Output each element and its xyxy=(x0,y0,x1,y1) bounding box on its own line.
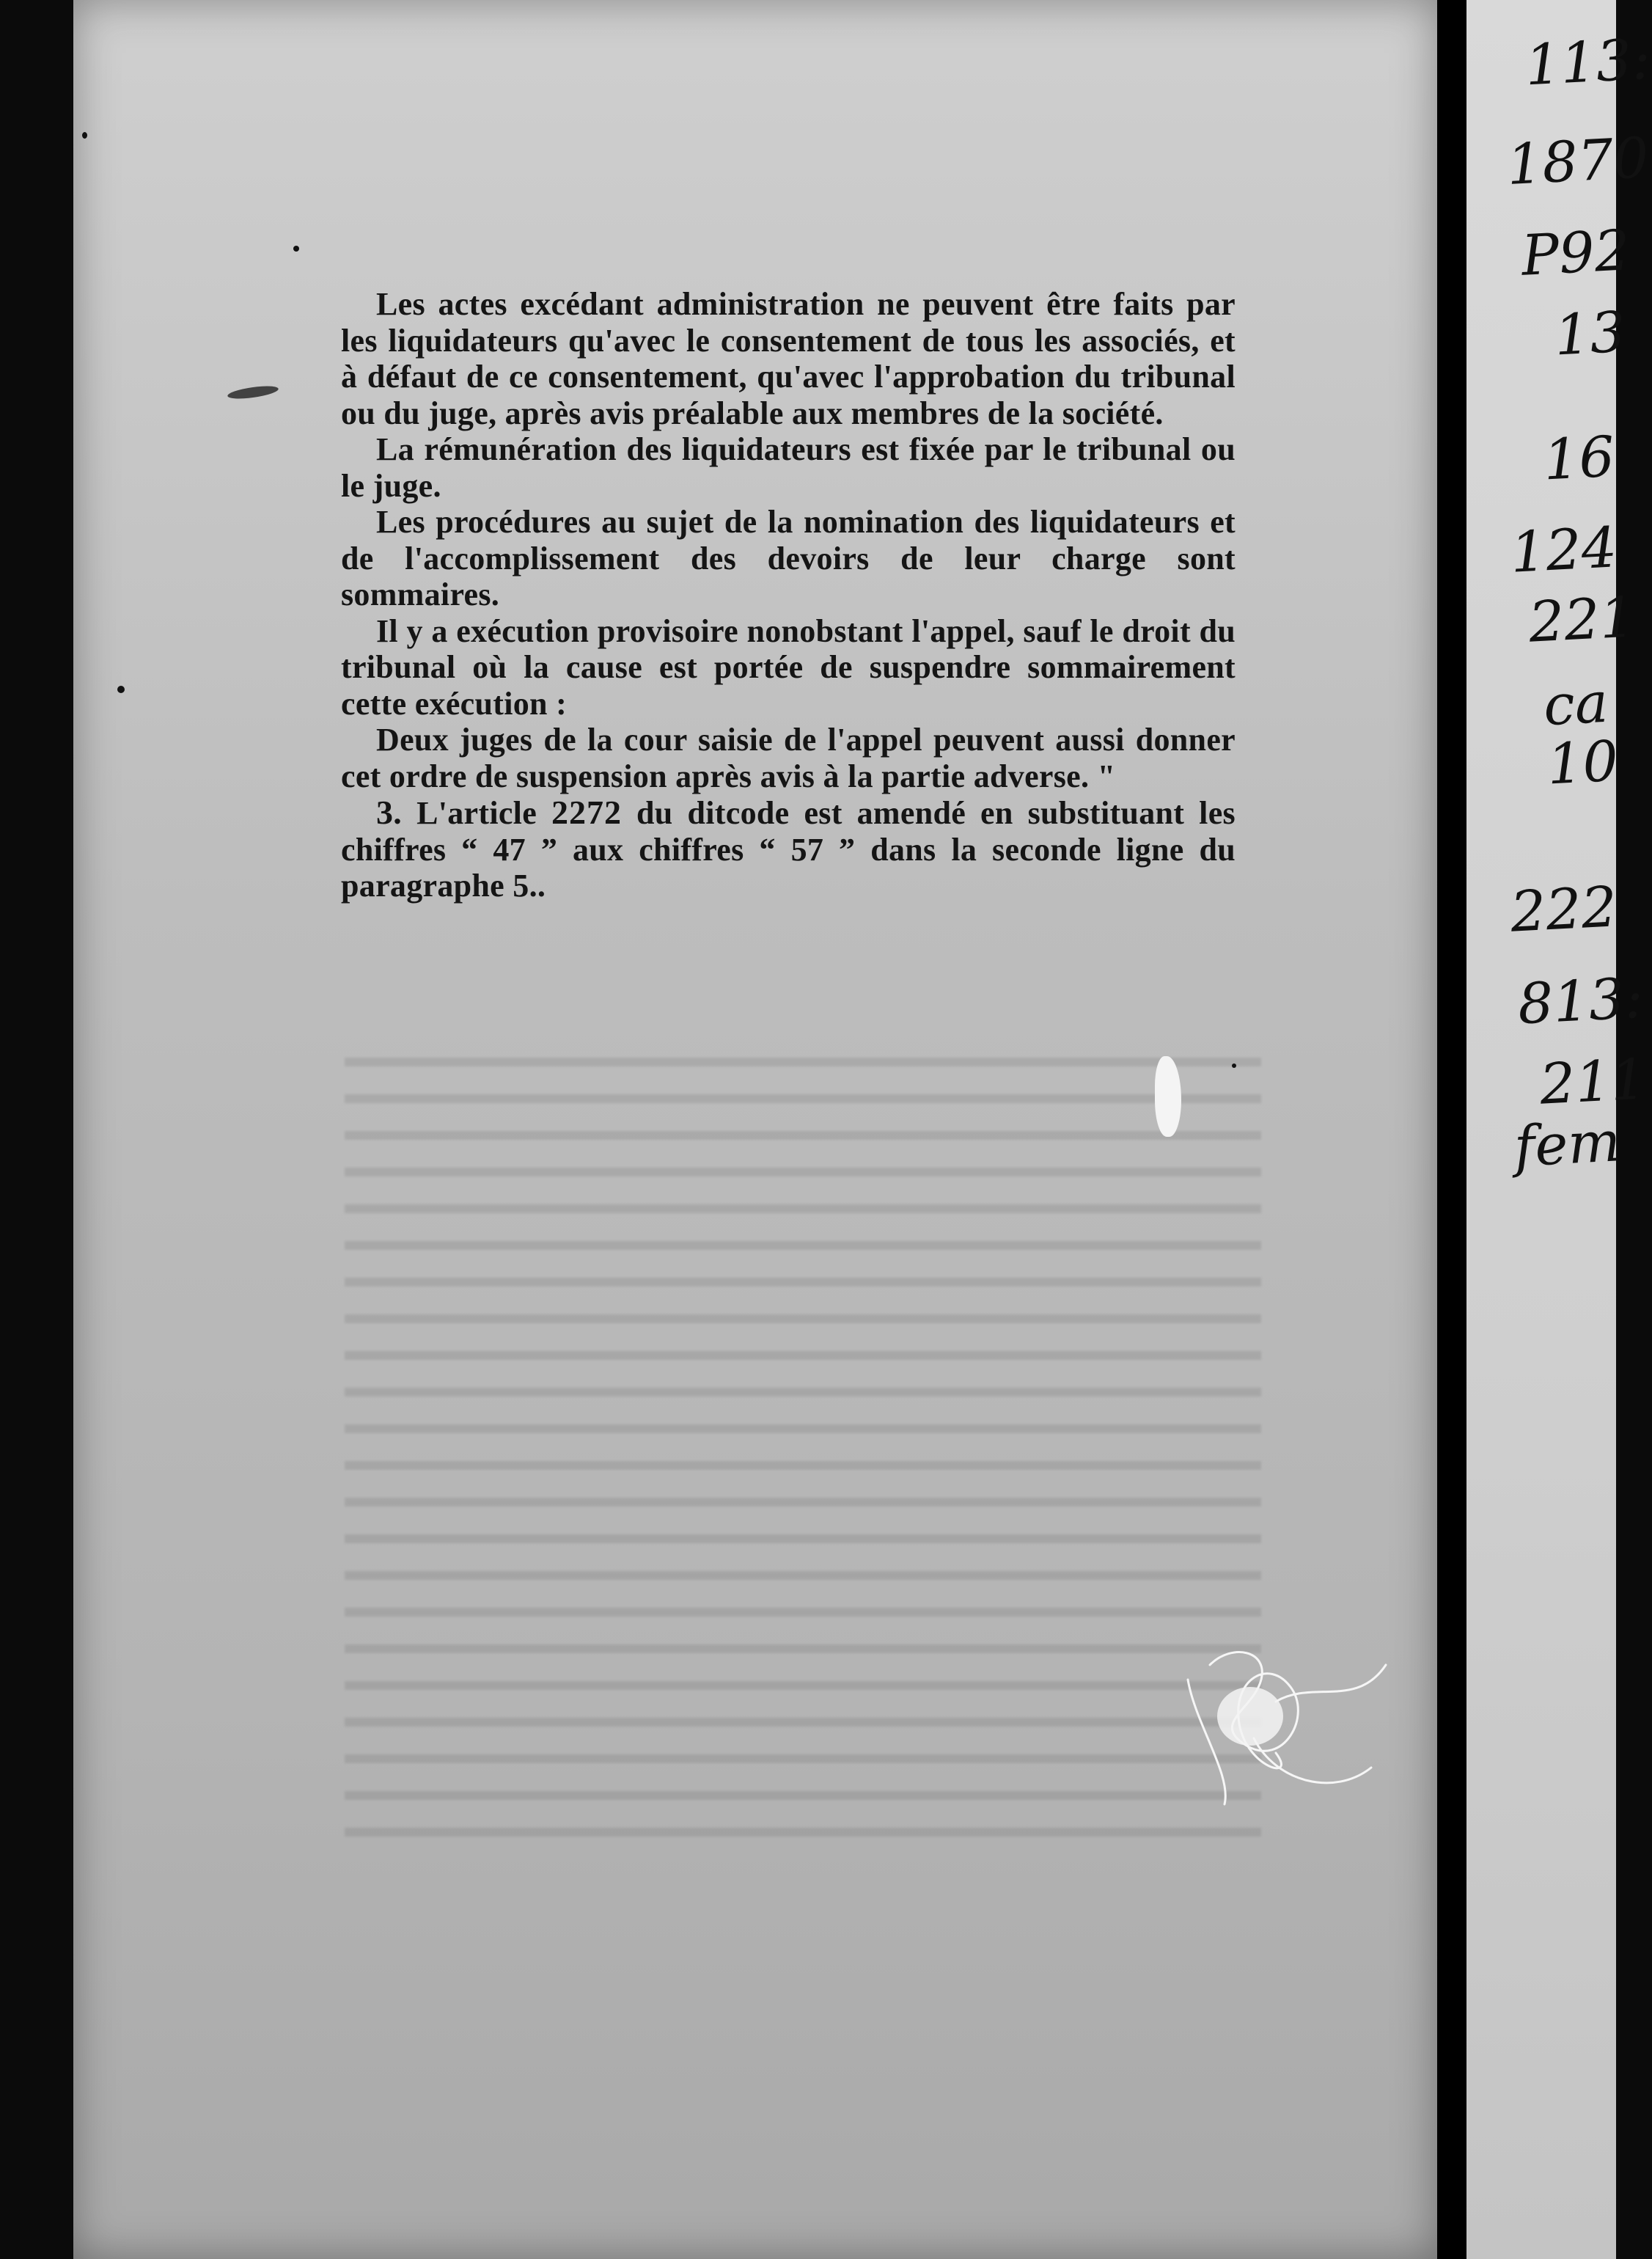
ink-speck xyxy=(82,132,87,139)
paragraph: Les procédures au sujet de la nomination des liquidateurs et de l'accomplissement des devoirs de leur charge sont sommaires. xyxy=(341,504,1236,612)
paragraph: La rémunération des liquidateurs est fixée par le tribunal ou le juge. xyxy=(341,431,1236,504)
article-reference: 2272 xyxy=(551,794,623,831)
article-number: 3. xyxy=(376,794,403,831)
margin-note: ca xyxy=(1541,669,1610,739)
margin-note: 16 xyxy=(1541,423,1616,493)
fibre-artifact xyxy=(1166,1636,1400,1812)
margin-note: 1870 xyxy=(1505,124,1651,198)
article-text-before: L'article xyxy=(416,795,537,831)
margin-note: fem xyxy=(1512,1108,1623,1179)
article-text-after: du ditcode est amendé en substituant les chiffres “ 47 ” aux chiffres “ 57 ” dans la seconde ligne du paragraphe 5.. xyxy=(341,795,1236,904)
paragraph: Il y a exécution provisoire nonobstant l'appel, sauf le droit du tribunal où la cause est portée de suspendre sommairement cette exécution : xyxy=(341,612,1236,722)
margin-note: 13 xyxy=(1552,299,1627,368)
margin-note: 113: xyxy=(1523,26,1652,98)
paragraph: Les actes excédant administration ne peuvent être faits par les liquidateurs qu'avec le consentement de tous les associés, et à défaut de ce consentement, qu'avec l'approbation du tribunal ou du juge, après avis préalable aux membres de la société. xyxy=(341,286,1236,431)
document-body xyxy=(341,286,1236,904)
margin-note: 211 xyxy=(1538,1046,1648,1117)
ink-speck xyxy=(117,686,125,693)
margin-note: 813: xyxy=(1516,964,1645,1037)
margin-note: P92 xyxy=(1519,217,1632,288)
page-gutter xyxy=(1437,0,1466,2259)
show-through-text xyxy=(345,1041,1261,1848)
margin-note: 222 xyxy=(1508,874,1619,945)
margin-note: 221 xyxy=(1527,584,1637,655)
ink-speck xyxy=(293,246,299,252)
margin-note: 124 xyxy=(1508,514,1619,585)
paragraph: Deux juges de la cour saisie de l'appel peuvent aussi donner cet ordre de suspension après avis à la partie adverse. " xyxy=(341,722,1236,794)
margin-note: 10 xyxy=(1545,728,1620,797)
ink-speck xyxy=(1232,1063,1236,1068)
adjacent-page-margin xyxy=(1466,0,1652,2259)
article-paragraph xyxy=(341,794,1236,904)
